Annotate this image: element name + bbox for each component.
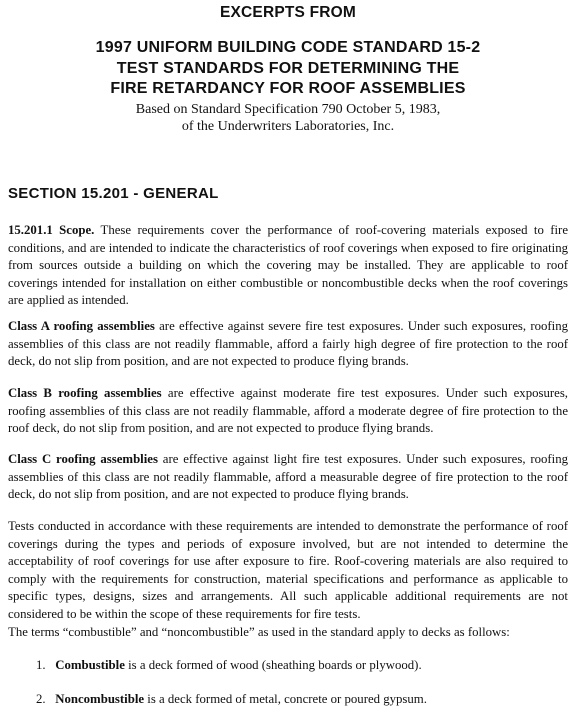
- class-b-label: Class B roofing assemblies: [8, 386, 162, 400]
- standard-title-line-2: TEST STANDARDS FOR DETERMINING THE: [116, 60, 460, 77]
- class-c-label: Class C roofing assemblies: [8, 452, 158, 466]
- class-c-text: are effective against light fire test exposures. Under such exposures, roofing assemblies of this class are not readily flammable, afford a measurable degree of fire protection to the roof deck, do not slip from position, and are not expected to produce flying brands.: [8, 452, 569, 501]
- standard-title-line-3: FIRE RETARDANCY FOR ROOF ASSEMBLIES: [110, 80, 466, 97]
- list-item: [36, 658, 422, 673]
- tests-paragraph: Tests conducted in accordance with these requirements are intended to demonstrate the performance of roof coverings during the types and periods of exposure involved, but are not intended to determine the acceptability of roof coverings for use after exposure to fire. Roof-covering materials are also required to comply with the requirements for construction, material specifications and performance as applicable to specific types, designs, sizes and arrangements. All such applicable additional requirements are not considered to be within the scope of these requirements for fire tests.: [8, 519, 568, 621]
- class-a-label: Class A roofing assemblies: [8, 319, 155, 333]
- class-b-paragraph: [8, 385, 568, 438]
- class-b-text: are effective against moderate fire test exposures. Under such exposures, roofing assemblies of this class are not readily flammable, afford a moderate degree of fire protection to the roof deck, do not slip from position, and are not expected to produce flying brands.: [8, 386, 568, 435]
- list-item-number: 1.: [36, 658, 46, 672]
- list-item-term: Noncombustible: [55, 692, 145, 706]
- organization-line: of the Underwriters Laboratories, Inc.: [181, 119, 395, 134]
- standard-title-line-1: 1997 UNIFORM BUILDING CODE STANDARD 15-2: [95, 39, 481, 56]
- scope-paragraph: [8, 222, 568, 310]
- section-heading: SECTION 15.201 - GENERAL: [8, 185, 219, 202]
- terms-paragraph: The terms “combustible” and “noncombustible” as used in the standard apply to decks as follows:: [8, 625, 510, 639]
- list-item-number: 2.: [36, 692, 46, 706]
- class-c-paragraph: [8, 451, 568, 504]
- list-item-text: is a deck formed of wood (sheathing boards or plywood).: [128, 658, 422, 672]
- list-item-term: Combustible: [55, 658, 125, 672]
- list-item: [36, 692, 427, 707]
- based-on-line: Based on Standard Specification 790 October 5, 1983,: [135, 102, 441, 117]
- class-a-paragraph: [8, 318, 568, 371]
- scope-label: 15.201.1 Scope.: [8, 223, 95, 237]
- class-a-text: are effective against severe fire test exposures. Under such exposures, roofing assemblies of this class are not readily flammable, afford a fairly high degree of fire protection to the roof deck, do not slip from position, and are not expected to produce flying brands.: [8, 319, 568, 368]
- list-item-text: is a deck formed of metal, concrete or poured gypsum.: [147, 692, 427, 706]
- scope-text: These requirements cover the performance of roof-covering materials exposed to fire conditions, and are intended to indicate the characteristics of roof coverings when exposed to fire originating from sources outside a building on which the covering may be installed. They are applicable to roof coverings intended for installation on either combustible or noncombustible decks when the roof coverings are applied as intended.: [8, 223, 568, 307]
- excerpts-heading: EXCERPTS FROM: [219, 4, 357, 21]
